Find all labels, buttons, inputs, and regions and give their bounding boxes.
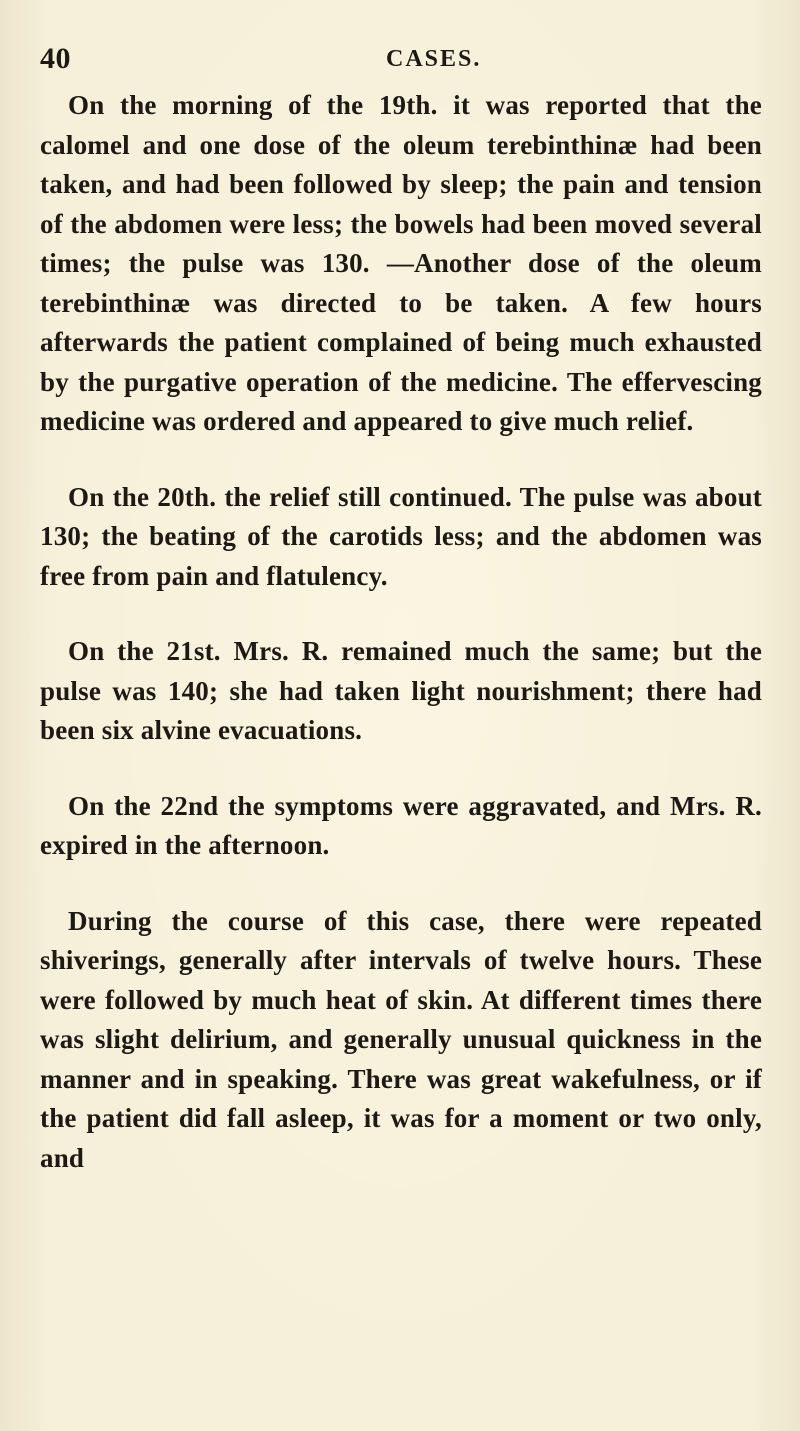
page-number: 40 bbox=[40, 42, 71, 75]
running-head-title: CASES. bbox=[386, 46, 482, 72]
paragraph-course-of-case: During the course of this case, there were repeated shiverings, generally after intervals of twelve hours. These were followed by much heat of skin. At different times there was slight delirium, and generally unusual quickness in the manner and in speaking. There was great wakefulness, or if the patient did fall asleep, it was for a moment or two only, and bbox=[40, 905, 762, 1173]
paragraph-21st: On the 21st. Mrs. R. remained much the same; but the pulse was 140; she had taken light nourishment; there had been six alvine evacuations. bbox=[40, 636, 762, 745]
body-text bbox=[40, 86, 762, 1178]
paragraph-20th: On the 20th. the relief still continued. The pulse was about 130; the beating of the carotids less; and the abdomen was free from pain and flatulency. bbox=[40, 481, 762, 591]
running-head bbox=[0, 42, 800, 82]
paragraph-22nd: On the 22nd the symptoms were aggravated, and Mrs. R. expired in the afternoon. bbox=[40, 790, 762, 860]
paragraph-19th: On the morning of the 19th. it was reported that the calomel and one dose of the oleum terebinthinæ had been taken, and had been followed by sleep; the pain and tension of the abdomen were less; the bowels had been moved several times; the pulse was 130. —Another dose of the oleum terebinthinæ was directed to be taken. A few hours afterwards the patient complained of being much exhausted by the purgative operation of the medicine. The effervescing medicine was ordered and appeared to give much relief. bbox=[40, 90, 762, 436]
